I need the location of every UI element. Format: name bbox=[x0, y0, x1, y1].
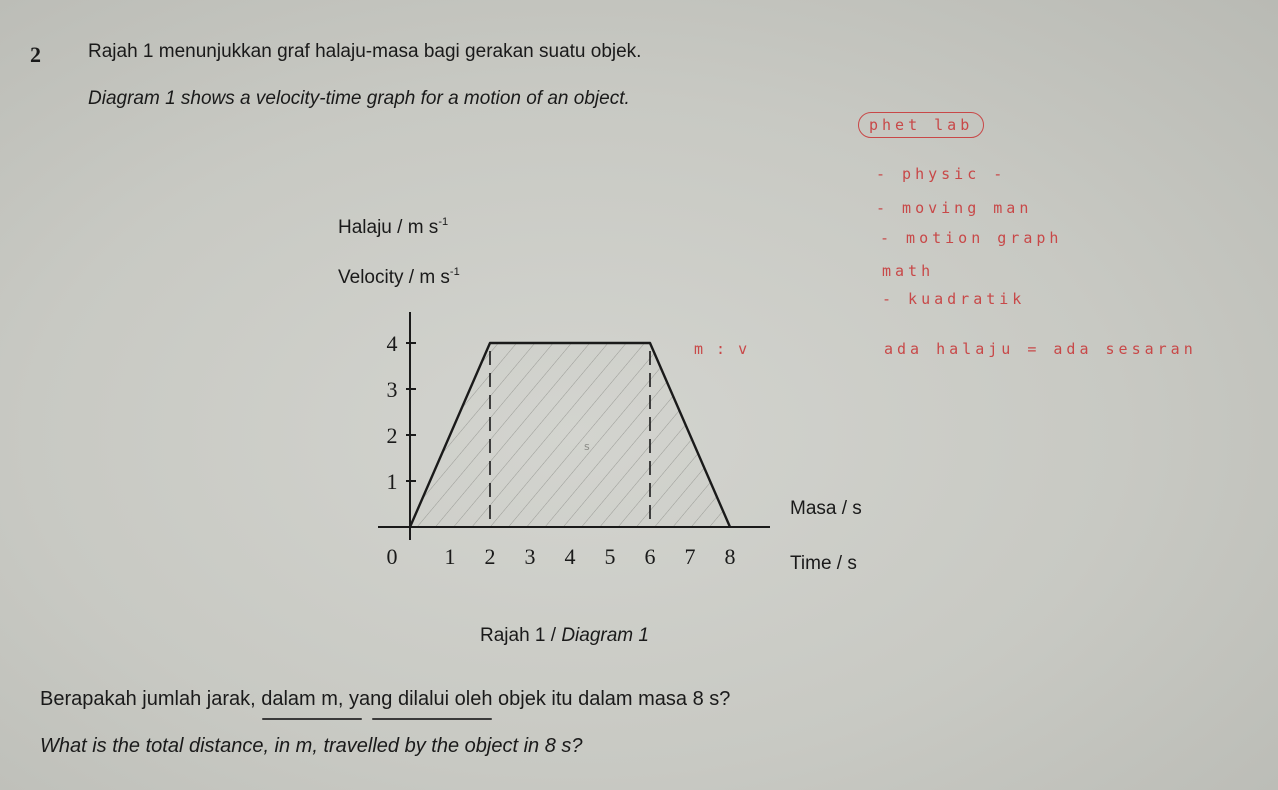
x-tick-label-7: 7 bbox=[684, 544, 696, 569]
question-text-english: Diagram 1 shows a velocity-time graph for a motion of an object. bbox=[88, 88, 630, 109]
ask-text-english: What is the total distance, in m, travelled by the object in 8 s? bbox=[40, 735, 583, 757]
pen-underline-jarak bbox=[262, 718, 362, 720]
y-tick-label-2: 2 bbox=[386, 423, 398, 448]
ask-text-malay: Berapakah jumlah jarak, dalam m, yang dilalui oleh objek itu dalam masa 8 s? bbox=[40, 688, 731, 710]
x-tick-label-3: 3 bbox=[524, 544, 536, 569]
y-tick-label-1: 1 bbox=[386, 469, 398, 494]
x-tick-label-6: 6 bbox=[644, 544, 656, 569]
handwritten-note-moving-man: - moving man bbox=[876, 199, 1033, 217]
y-tick-label-4: 4 bbox=[386, 331, 398, 356]
area-under-graph-hatching bbox=[410, 343, 730, 527]
x-tick-label-0: 0 bbox=[386, 544, 398, 569]
question-number: 2 bbox=[30, 42, 41, 67]
x-tick-label-8: 8 bbox=[724, 544, 736, 569]
diagram-caption: Rajah 1 / Diagram 1 bbox=[480, 625, 649, 646]
pen-underline-dalam-m bbox=[372, 718, 492, 720]
y-tick-label-3: 3 bbox=[386, 377, 398, 402]
x-tick-label-1: 1 bbox=[444, 544, 456, 569]
handwritten-note-kuadratik: - kuadratik bbox=[882, 290, 1026, 308]
x-axis-label-malay: Masa / s bbox=[790, 498, 862, 519]
y-axis-label-malay: Halaju / m $s^{-1}$ bbox=[338, 216, 449, 238]
handwritten-note-m-v: m : v bbox=[694, 340, 750, 358]
x-tick-label-2: 2 bbox=[484, 544, 496, 569]
pencil-mark-s: s bbox=[584, 440, 590, 453]
x-tick-label-5: 5 bbox=[604, 544, 616, 569]
handwritten-note-ada-halaju: ada halaju = ada sesaran bbox=[884, 340, 1197, 358]
x-tick-label-4: 4 bbox=[564, 544, 576, 569]
handwritten-note-physic: - physic - bbox=[876, 165, 1007, 183]
handwritten-note-motion-graph: - motion graph bbox=[880, 229, 1063, 247]
handwritten-note-phet-lab: phet lab bbox=[858, 112, 984, 138]
x-axis-label-english: Time / s bbox=[790, 553, 857, 574]
question-text-malay: Rajah 1 menunjukkan graf halaju-masa bagi gerakan suatu objek. bbox=[88, 41, 642, 62]
handwritten-note-math: math bbox=[882, 262, 935, 280]
y-axis-label-english: Velocity / m $s^{-1}$ bbox=[338, 266, 460, 288]
